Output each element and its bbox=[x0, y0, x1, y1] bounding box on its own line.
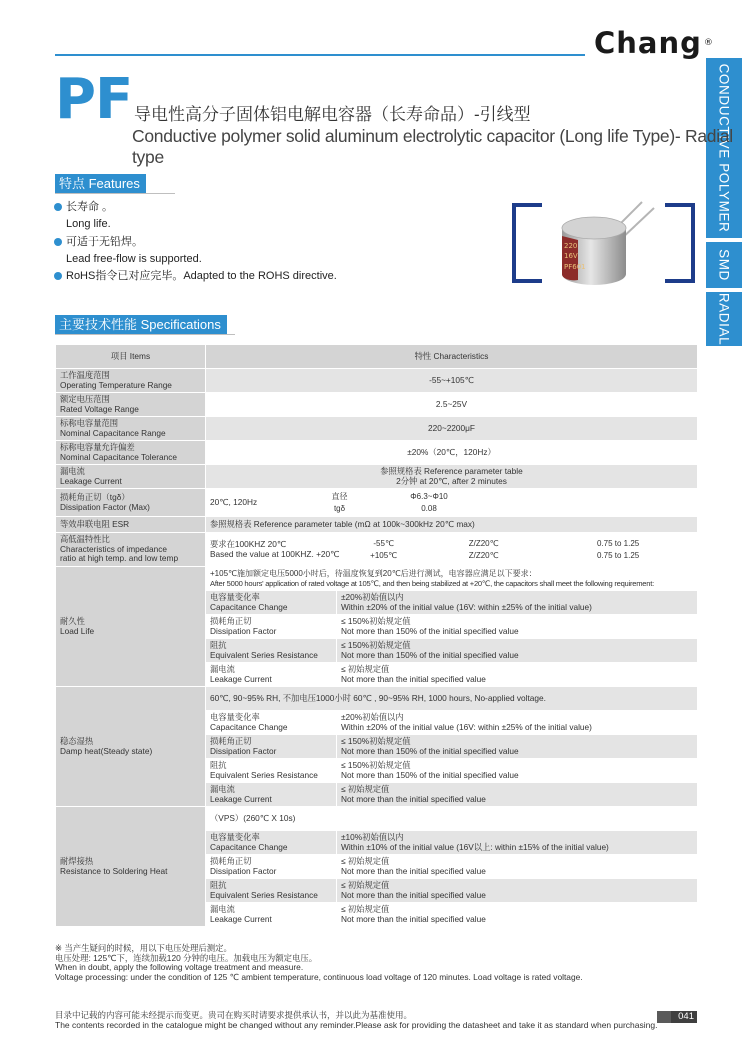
item-label: 标称电容量范围 Nominal Capacitance Range bbox=[56, 417, 206, 441]
feature-item: 长寿命 。 bbox=[54, 199, 494, 216]
table-row: 损耗角正切 Dissipation Factor ≤ 150%初始规定值 Not more than 150% of the initial specified value bbox=[56, 615, 698, 639]
table-row: 损耗角正切 Dissipation Factor ≤ 150%初始规定值 Not more than 150% of the initial specified value bbox=[56, 735, 698, 759]
df-condition: 20℃, 120Hz bbox=[210, 496, 258, 507]
table-row: 损耗角正切 Dissipation Factor ≤ 初始规定值 Not more than the initial specified value bbox=[56, 855, 698, 879]
side-tabs bbox=[706, 58, 742, 346]
footer-disclaimer: 目录中记载的内容可能未经提示而变更。贵司在购买时请要求提供承认书，并以此为基准使用。 The contents recorded in the catalogue might be changed without any reminder.Please ask for providing the datasheet and take it as standard when purchasing. bbox=[55, 1010, 658, 1030]
table-row bbox=[56, 393, 698, 417]
feature-item-en: Long life. bbox=[66, 218, 111, 231]
table-row bbox=[56, 369, 698, 393]
item-value: 参照规格表 Reference parameter table 2分钟 at 20℃, after 2 minutes bbox=[206, 465, 698, 489]
note-line: ※ 当产生疑问的时候，用以下电压处理后测定。 bbox=[55, 943, 232, 953]
header-rule bbox=[55, 54, 585, 56]
specs-heading-rule bbox=[55, 334, 235, 335]
item-value bbox=[206, 489, 698, 517]
table-row: 电容量变化率 Capacitance Change ±20%初始值以内 Within ±20% of the initial value (16V: within ±25% of the initial value) bbox=[56, 591, 698, 615]
cap-marking-voltage: 16V bbox=[564, 252, 578, 260]
table-row: 漏电流 Leakage Current ≤ 初始规定值 Not more than the initial specified value bbox=[56, 903, 698, 927]
feature-item: 可适于无铅焊。 bbox=[54, 234, 494, 251]
table-row-leakage bbox=[56, 465, 698, 489]
table-row-esr bbox=[56, 517, 698, 533]
table-row: 阻抗 Equivalent Series Resistance ≤ 150%初始规定值 Not more than 150% of the initial specified value bbox=[56, 639, 698, 663]
item-value bbox=[206, 533, 698, 567]
item-value: 2.5~25V bbox=[206, 393, 698, 417]
soldering-label: 耐焊接热 Resistance to Soldering Heat bbox=[56, 807, 206, 927]
load-life-intro-row bbox=[56, 567, 698, 591]
bullet-icon bbox=[54, 203, 62, 211]
series-code: PF bbox=[55, 67, 133, 132]
table-row-dissipation bbox=[56, 489, 698, 517]
cap-marking-series: PF601 bbox=[564, 263, 586, 271]
impedance-subtable: -55℃ Z/Z20℃ 0.75 to 1.25 +105℃ Z/Z20℃ 0.75 to 1.25 bbox=[343, 537, 693, 562]
impedance-condition: 要求在100KHZ 20℃ Based the value at 100KHZ. +20℃ bbox=[210, 538, 340, 559]
table-row: 阻抗 Equivalent Series Resistance ≤ 初始规定值 Not more than the initial specified value bbox=[56, 879, 698, 903]
load-life-intro: +105℃施加额定电压5000小时后，待温度恢复到20℃后进行测试，电容器应满足以下要求： After 5000 hours' application of rated voltage at 105℃, and then being stabilized at +20℃, the capacitors shall meet the following requirement: bbox=[206, 567, 698, 591]
page-number: 041 bbox=[678, 1011, 694, 1022]
table-row: 阻抗 Equivalent Series Resistance ≤ 150%初始规定值 Not more than 150% of the initial specified value bbox=[56, 759, 698, 783]
features-heading-rule bbox=[55, 193, 175, 194]
item-value: ±20%（20℃，120Hz） bbox=[206, 441, 698, 465]
item-value: 220~2200μF bbox=[206, 417, 698, 441]
specs-heading: 主要技术性能 Specifications bbox=[55, 315, 227, 335]
item-label: 等效串联电阻 ESR bbox=[56, 517, 206, 533]
title-chinese: 导电性高分子固体铝电解电容器（长寿命品）-引线型 bbox=[134, 105, 531, 124]
table-row bbox=[56, 417, 698, 441]
features-heading: 特点 Features bbox=[55, 174, 146, 194]
note-line: When in doubt, apply the following voltage treatment and measure. bbox=[55, 962, 304, 973]
cap-marking-capacitance: 220 bbox=[564, 242, 578, 250]
item-label: 标称电容量允许偏差 Nominal Capacitance Tolerance bbox=[56, 441, 206, 465]
item-label: 漏电流 Leakage Current bbox=[56, 465, 206, 489]
title-english: Conductive polymer solid aluminum electrolytic capacitor (Long life Type)- Radial type bbox=[132, 126, 733, 167]
col-header-items: 项目 Items bbox=[56, 345, 206, 369]
soldering-intro-row bbox=[56, 807, 698, 831]
df-subtable: 直径 Φ6.3~Φ10 tgδ 0.08 bbox=[294, 490, 474, 515]
col-header-characteristics: 特性 Characteristics bbox=[206, 345, 698, 369]
side-tab-smd: SMD bbox=[706, 242, 742, 288]
feature-item: RoHS指令已对应完毕。Adapted to the ROHS directive. bbox=[54, 268, 494, 285]
table-header-row bbox=[56, 345, 698, 369]
table-row: 漏电流 Leakage Current ≤ 初始规定值 Not more than the initial specified value bbox=[56, 663, 698, 687]
item-value: 参照规格表 Reference parameter table (mΩ at 100k~300kHz 20℃ max) bbox=[206, 517, 698, 533]
damp-heat-label: 稳态湿热 Damp heat(Steady state) bbox=[56, 687, 206, 807]
specifications-table bbox=[55, 344, 698, 927]
table-row: 漏电流 Leakage Current ≤ 初始规定值 Not more than the initial specified value bbox=[56, 783, 698, 807]
table-row-impedance bbox=[56, 533, 698, 567]
side-tab-conductive-polymer: CONDUCTIVE POLYMER bbox=[706, 58, 742, 238]
note-line: Voltage processing: under the condition of 125 ℃ ambient temperature, continuous load voltage of 120 minutes. Load voltage is rated voltage. bbox=[55, 971, 583, 982]
features-list bbox=[54, 199, 494, 285]
table-row: 电容量变化率 Capacitance Change ±20%初始值以内 Within ±20% of the initial value (16V: within ±25% of the initial value) bbox=[56, 711, 698, 735]
brand-logo: Chang ® bbox=[594, 26, 714, 60]
item-label: 高低温特性比 Characteristics of impedance ratio at high temp. and low temp bbox=[56, 533, 206, 567]
image-frame-right bbox=[665, 203, 695, 283]
capacitor-product-image bbox=[550, 196, 665, 296]
note-line: 电压处理: 125℃下，连续加载120 分钟的电压。加载电压为额定电压。 bbox=[55, 952, 318, 963]
feature-item-en: Lead free-flow is supported. bbox=[66, 252, 202, 265]
image-frame-left bbox=[512, 203, 542, 283]
bullet-icon bbox=[54, 272, 62, 280]
load-life-label: 耐久性 Load Life bbox=[56, 567, 206, 687]
side-tab-radial: RADIAL bbox=[706, 292, 742, 346]
item-label: 工作温度范围 Operating Temperature Range bbox=[56, 369, 206, 393]
damp-heat-intro-row bbox=[56, 687, 698, 711]
item-label: 额定电压范围 Rated Voltage Range bbox=[56, 393, 206, 417]
page-number-badge bbox=[657, 1011, 697, 1023]
damp-heat-intro: 60℃, 90~95% RH, 不加电压1000小时 60℃ , 90~95% RH, 1000 hours, No-applied voltage. bbox=[206, 687, 698, 711]
bullet-icon bbox=[54, 238, 62, 246]
item-label: 损耗角正切（tgδ） Dissipation Factor (Max) bbox=[56, 489, 206, 517]
notes bbox=[55, 944, 583, 982]
table-row: 电容量变化率 Capacitance Change ±10%初始值以内 Within ±10% of the initial value (16V以上: within ±15% of the initial value) bbox=[56, 831, 698, 855]
table-row bbox=[56, 441, 698, 465]
item-value: -55~+105℃ bbox=[206, 369, 698, 393]
soldering-intro: （VPS）(260℃ X 10s) bbox=[206, 807, 698, 831]
